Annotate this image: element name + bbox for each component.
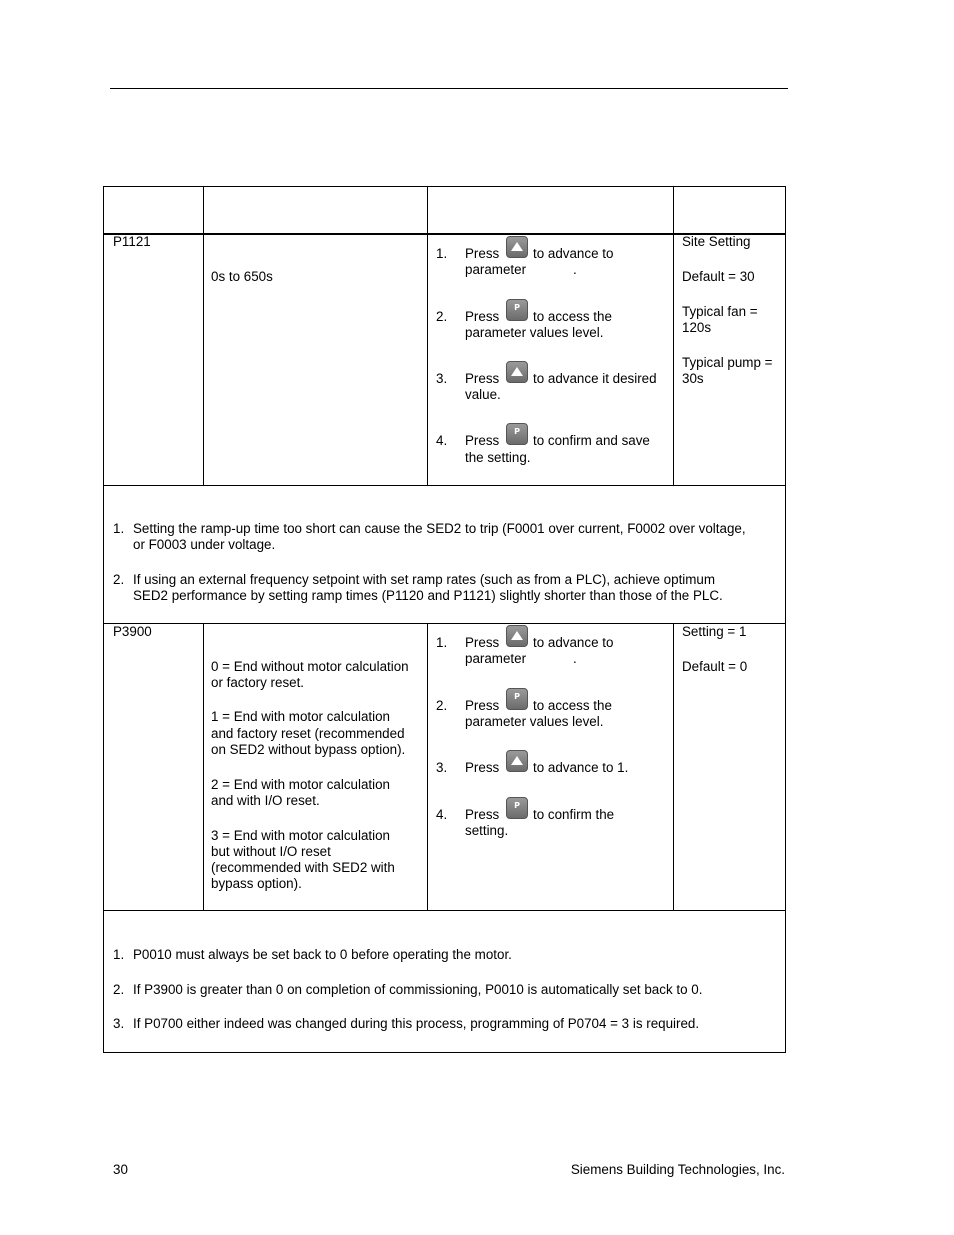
row1-step1-line2b: . — [573, 262, 577, 277]
p-key-label: P — [514, 427, 520, 436]
row2-bottom — [103, 910, 786, 911]
notes1-item1-num: 1. — [113, 521, 125, 536]
row1-step2-after: to access the — [533, 309, 612, 324]
col-divider-1 — [203, 186, 204, 486]
row1-param: P1121 — [113, 234, 151, 249]
row2-step1-line2b: . — [573, 651, 577, 666]
header-rule — [110, 88, 788, 89]
row2-option3-line2: but without I/O reset — [211, 844, 331, 859]
row2-step1-num: 1. — [436, 635, 448, 650]
row2-option3-line4: bypass option). — [211, 876, 302, 891]
notes2-item1-num: 1. — [113, 947, 125, 962]
row2-step3-num: 3. — [436, 760, 448, 775]
row2-step2-press: Press — [465, 698, 500, 713]
page-number: 30 — [113, 1162, 128, 1177]
row1-step3-num: 3. — [436, 371, 448, 386]
p-key-icon — [506, 299, 528, 321]
row1-step1-num: 1. — [436, 246, 448, 261]
row1-setting-1: Default = 30 — [682, 269, 755, 284]
up-arrow-icon — [506, 236, 528, 258]
row2-option2-line1: 2 = End with motor calculation — [211, 777, 391, 792]
table-border-right — [785, 186, 786, 1053]
row1-setting-0: Site Setting — [682, 234, 751, 249]
up-arrow-icon — [506, 625, 528, 647]
row1-step2-num: 2. — [436, 309, 448, 324]
row1-step2-line2: parameter values level. — [465, 325, 604, 340]
row1-setting-5: 30s — [682, 371, 704, 386]
row1-step1-line2: parameter — [465, 262, 527, 277]
row2-param: P3900 — [113, 624, 152, 639]
table-border-bottom — [103, 1052, 786, 1053]
p-key-icon — [506, 797, 528, 819]
row2-step3-press: Press — [465, 760, 500, 775]
row2-step4-line2: setting. — [465, 823, 509, 838]
row2-col-divider-1 — [203, 623, 204, 911]
row2-step2-num: 2. — [436, 698, 448, 713]
row1-step2-press: Press — [465, 309, 500, 324]
row1-step3-press: Press — [465, 371, 500, 386]
row2-col-divider-2 — [427, 623, 428, 911]
col-divider-3 — [673, 186, 674, 486]
row2-step4-num: 4. — [436, 807, 448, 822]
row1-step4-line2: the setting. — [465, 450, 531, 465]
row1-step4-press: Press — [465, 433, 500, 448]
row1-bottom — [103, 485, 786, 486]
row2-option0-line2: or factory reset. — [211, 675, 305, 690]
p-key-label: P — [514, 692, 520, 701]
row2-step1-line2: parameter — [465, 651, 527, 666]
notes1-item2-line1: If using an external frequency setpoint with set ramp rates (such as from a PLC), achieve optimum — [133, 572, 716, 587]
row2-option2-line2: and with I/O reset. — [211, 793, 320, 808]
row2-setting-1: Default = 0 — [682, 659, 748, 674]
table-border-left — [103, 186, 104, 1053]
row2-col-divider-3 — [673, 623, 674, 911]
notes2-item3-text: If P0700 either indeed was changed during this process, programming of P0704 = 3 is required. — [133, 1016, 700, 1031]
row2-option1-line3: on SED2 without bypass option). — [211, 742, 406, 757]
notes1-item2-line2: SED2 performance by setting ramp times (P1120 and P1121) slightly shorter than those of the PLC. — [133, 588, 723, 603]
row1-step1-press: Press — [465, 246, 500, 261]
row2-step2-line2: parameter values level. — [465, 714, 604, 729]
row1-setting-2: Typical fan = — [682, 304, 758, 319]
row2-step4-press: Press — [465, 807, 500, 822]
p-key-label: P — [514, 801, 520, 810]
row1-range: 0s to 650s — [211, 269, 273, 284]
up-arrow-icon — [506, 361, 528, 383]
row2-step4-after: to confirm the — [533, 807, 615, 822]
row2-option1-line2: and factory reset (recommended — [211, 726, 405, 741]
row1-setting-4: Typical pump = — [682, 355, 773, 370]
notes1-item1-line2: or F0003 under voltage. — [133, 537, 276, 552]
footer-company: Siemens Building Technologies, Inc. — [570, 1162, 785, 1177]
row1-step4-num: 4. — [436, 433, 448, 448]
row2-step1-press: Press — [465, 635, 500, 650]
notes1-item1-line1: Setting the ramp-up time too short can cause the SED2 to trip (F0001 over current, F0002 over voltage, — [133, 521, 746, 536]
row2-option3-line3: (recommended with SED2 with — [211, 860, 395, 875]
row1-step4-after: to confirm and save — [533, 433, 650, 448]
row2-step3-after: to advance to 1. — [533, 760, 629, 775]
row2-step1-after: to advance to — [533, 635, 614, 650]
up-arrow-icon — [506, 750, 528, 772]
row1-step3-line2: value. — [465, 387, 501, 402]
row2-step2-after: to access the — [533, 698, 612, 713]
col-divider-2 — [427, 186, 428, 486]
notes2-item3-num: 3. — [113, 1016, 125, 1031]
row2-option3-line1: 3 = End with motor calculation — [211, 828, 391, 843]
row2-option1-line1: 1 = End with motor calculation — [211, 709, 391, 724]
row2-setting-0: Setting = 1 — [682, 624, 747, 639]
row1-step3-after: to advance it desired — [533, 371, 657, 386]
notes1-item2-num: 2. — [113, 572, 125, 587]
row2-option0-line1: 0 = End without motor calculation — [211, 659, 409, 674]
notes2-item2-num: 2. — [113, 982, 125, 997]
table-border-top — [103, 186, 786, 187]
p-key-icon — [506, 688, 528, 710]
p-key-icon — [506, 423, 528, 445]
p-key-label: P — [514, 303, 520, 312]
notes2-item1-text: P0010 must always be set back to 0 before operating the motor. — [133, 947, 512, 962]
notes2-item2-text: If P3900 is greater than 0 on completion of commissioning, P0010 is automatically set back to 0. — [133, 982, 703, 997]
row1-setting-3: 120s — [682, 320, 712, 335]
row1-step1-after: to advance to — [533, 246, 614, 261]
